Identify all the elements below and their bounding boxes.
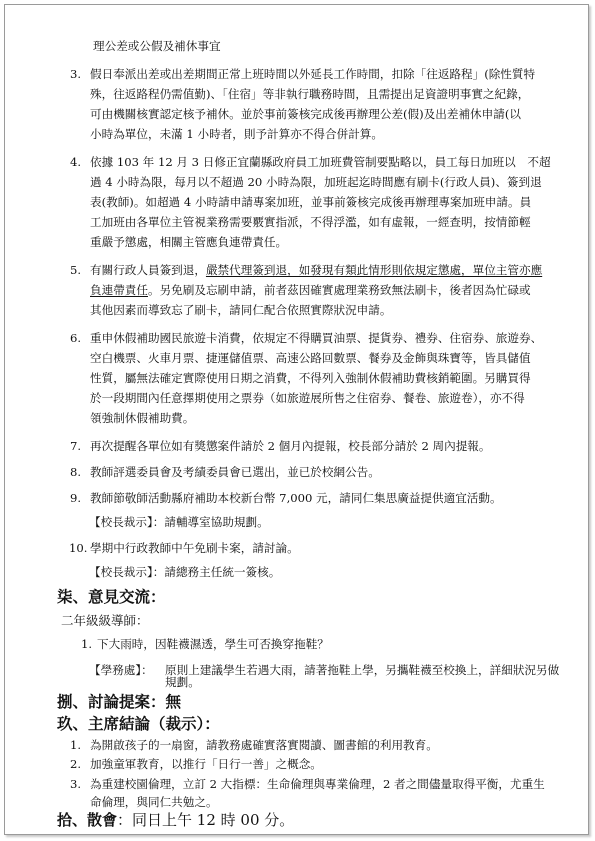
section-heading: 柒、意見交流： <box>57 587 166 606</box>
item-5-line: 其他因素而導致忘了刷卡，請同仁配合依照實際狀況申請。 <box>90 303 392 317</box>
item-4-line: 表(教師)。如超過 4 小時請申請專案加班，並事前簽核完成後再辦理專案加班申請。員 <box>90 195 532 209</box>
conclusion-line: 加強童軍教育，以推行「日行一善」之概念。 <box>90 757 322 771</box>
continuation-line: 理公差或公假及補休事宜 <box>93 39 221 53</box>
item-3-line: 小時為單位，未滿 1 小時者，則予計算亦不得合併計算。 <box>90 127 383 141</box>
reply-line: 原則上建議學生若遇大雨，請著拖鞋上學，另攜鞋襪至校換上，詳細狀況另做 <box>165 663 560 677</box>
section-heading: 玖、主席結論（裁示）： <box>57 714 220 733</box>
item-5-number: 5. <box>69 263 81 277</box>
item-10-number: 10. <box>69 541 88 555</box>
item-5-text: 。另免刷及忘刷申請，前者茲因確實處理業務致無法刷卡，後者因為忙碌或 <box>147 283 531 297</box>
item-7-number: 7. <box>69 439 81 453</box>
item-5-line <box>90 283 531 297</box>
item-4-number: 4. <box>69 155 81 169</box>
item-4-line: 過 4 小時為限，每月以不超過 20 小時為限，加班起迄時間應有刷卡(行政人員)、簽到退 <box>90 175 542 189</box>
item-10-line: 學期中行政教師中午免刷卡案，請討論。 <box>90 541 299 555</box>
conclusion-number: 1. <box>69 738 81 752</box>
principal-note: 【校長裁示】：請輔導室協助規劃。 <box>89 515 269 529</box>
conclusion-line: 命倫理，與同仁共勉之。 <box>90 795 218 809</box>
item-5-line <box>90 263 542 277</box>
reply-label: 【學務處】： <box>89 663 153 677</box>
item-6-line: 空白機票、火車月票、捷運儲值票、高速公路回數票、餐券及金飾與珠寶等，皆具儲值 <box>90 351 531 365</box>
item-3-number: 3. <box>69 67 81 81</box>
adjournment-title: 拾、散會 <box>57 811 118 829</box>
conclusion-line: 為開啟孩子的一扇窗，請教務處確實落實閱讀、圖書館的利用教育。 <box>90 738 438 752</box>
item-4-line: 依據 103 年 12 月 3 日修正宜蘭縣政府員工加班費管制要點略以，員工每日加班以 不超 <box>90 155 551 169</box>
item-6-line: 性質，屬無法確定實際使用日期之消費，不得列入強制休假補助費核銷範圍。另購買得 <box>90 371 531 385</box>
item-5-underlined-text: 負連帶責任 <box>90 283 148 297</box>
item-9-number: 9. <box>69 491 81 505</box>
section-heading: 捌、討論提案：無 <box>57 692 182 711</box>
item-6-number: 6. <box>69 331 81 345</box>
conclusion-number: 3. <box>69 777 81 791</box>
item-5-underlined-text: 嚴禁代理簽到退，如發現有類此情形則依規定懲處，單位主管亦應 <box>205 263 543 277</box>
item-6-line: 於一段期間內任意擇期使用之票券（如旅遊展所售之住宿券、餐卷、旅遊卷），亦不得 <box>90 391 525 405</box>
conclusion-line: 為重建校園倫理，立訂 2 大指標：生命倫理與專業倫理，2 者之間儘量取得平衡，尤重生 <box>90 777 545 791</box>
item-8-line: 教師評選委員會及考績委員會已選出，並已於校網公告。 <box>90 465 380 479</box>
item-9-line: 教師節敬師活動縣府補助本校新台幣 7,000 元，請同仁集思廣益提供適宜活動。 <box>90 491 502 505</box>
item-6-line: 領強制休假補助費。 <box>90 411 195 425</box>
document-page <box>4 4 589 835</box>
conclusion-number: 2. <box>69 757 81 771</box>
principal-note: 【校長裁示】：請總務主任統一簽核。 <box>89 565 281 579</box>
item-7-line: 再次提醒各單位如有獎懲案件請於 2 個月內提報，校長部分請於 2 周內提報。 <box>90 439 491 453</box>
item-4-line: 重嚴予懲處，相關主管應負連帶責任。 <box>90 235 288 249</box>
adjournment-time: ：同日上午 12 時 00 分。 <box>117 811 295 829</box>
item-4-line: 工加班由各單位主管視業務需要覈實指派，不得浮濫，如有虛報，一經查明，按情節輕 <box>90 215 531 229</box>
item-3-line: 可由機關核實認定核予補休。並於事前簽核完成後再辦理公差(假)及出差補休申請(以 <box>90 107 521 121</box>
adjournment-line <box>57 811 294 829</box>
question-number: 1. <box>80 637 92 651</box>
question-text: 下大雨時，因鞋襪濕透，學生可否換穿拖鞋？ <box>97 637 329 651</box>
reply-line: 規劃。 <box>165 675 200 689</box>
item-6-line: 重申休假補助國民旅遊卡消費，依規定不得購買油票、提貨券、禮券、住宿券、旅遊券、 <box>90 331 543 345</box>
item-3-line: 假日奉派出差或出差期間正常上班時間以外延長工作時間，扣除「往返路程」(除性質特 <box>90 67 536 81</box>
item-5-text: 有關行政人員簽到退， <box>90 263 206 277</box>
subsection-heading: 二年級級導師： <box>61 613 149 628</box>
item-3-line: 殊，往返路程仍需值勤)、「住宿」等非執行職務時間，且需提出足資證明事實之紀錄， <box>90 87 530 101</box>
item-8-number: 8. <box>69 465 81 479</box>
